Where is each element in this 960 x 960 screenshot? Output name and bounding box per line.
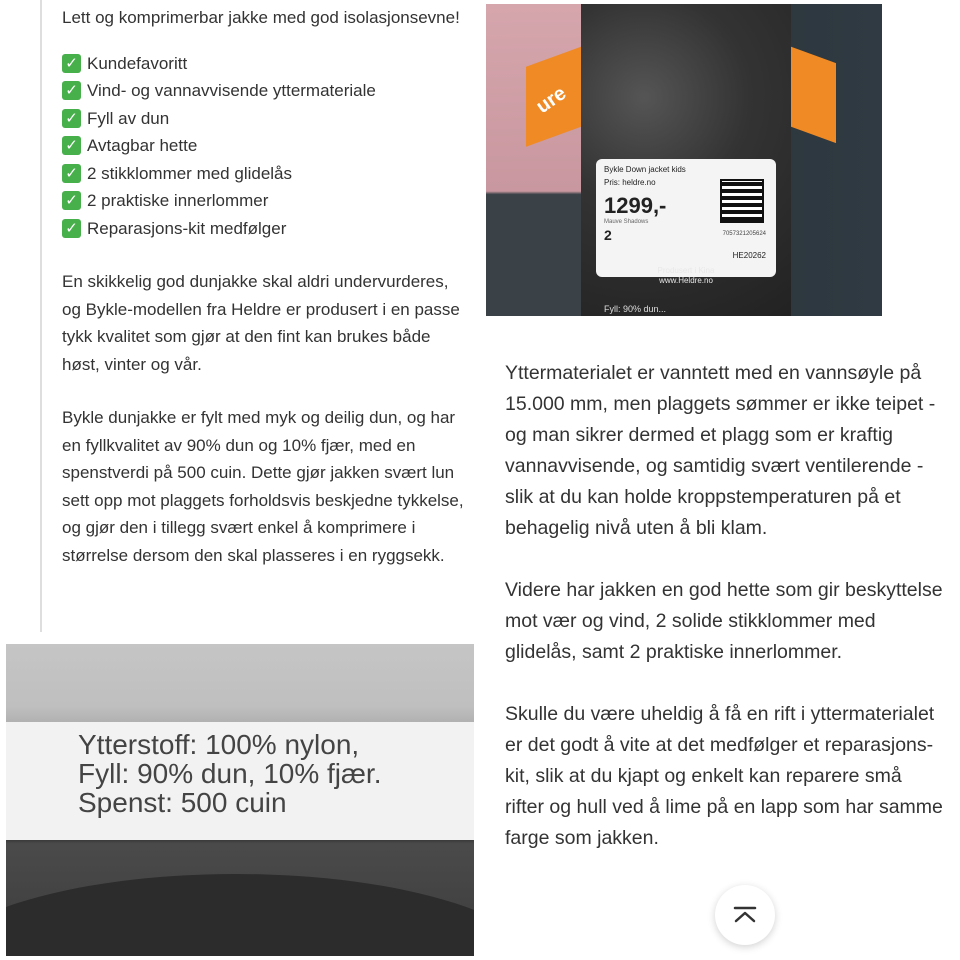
feature-item (62, 160, 470, 188)
qr-code-icon (722, 181, 762, 221)
barcode-number: 7057321205624 (722, 231, 766, 237)
feature-item (62, 50, 470, 78)
scroll-to-top-button[interactable] (715, 885, 775, 945)
check-mark-icon: ✓ (62, 219, 81, 238)
chevron-up-icon (732, 905, 758, 925)
price: 1299,- (604, 193, 667, 218)
product-name: Bykle Down jacket kids (604, 165, 686, 174)
feature-list (62, 50, 470, 243)
article-paragraph: Bykle dunjakke er fylt med myk og deilig dun, og har en fyllkvalitet av 90% dun og 10% fjær, med en spenstverdi på 500 cuin. Dette gjør jakken svært lun sett opp mot plaggets forholdsvis beskjedne tykkelse, og gjør den i tillegg svært enkel å komprimere i størrelse dersom den skal plasseres i en ryggsekk. (62, 408, 464, 565)
produced-text (581, 266, 791, 286)
feature-label: Vind- og vannavvisende yttermateriale (87, 81, 376, 100)
feature-item (62, 132, 470, 160)
feature-item (62, 77, 470, 105)
product-code: HE20262 (732, 251, 766, 260)
hang-tag (581, 4, 791, 316)
feature-label: 2 stikklommer med glidelås (87, 163, 293, 183)
label-line: Spenst: 500 cuin (78, 787, 287, 818)
label-line: Fyll: 90% dun, 10% fjær. (78, 758, 382, 789)
check-mark-icon: ✓ (62, 191, 81, 210)
feature-item (62, 215, 470, 243)
article-paragraph: Videre har jakken en god hette som gir beskyttelse mot vær og vind, 2 solide stikklommer med glidelås, samt 2 praktiske innerlommer. (505, 579, 943, 663)
feature-item (62, 105, 470, 133)
article-paragraph: Yttermaterialet er vanntett med en vannsøyle på 15.000 mm, men plaggets sømmer er ikke teipet - og man sikrer dermed et plagg som er kraftig vannavvisende, og samtidig svært ventilerende - slik at du kan holde kroppstemperaturen på et behagelig nivå uten å bli klam. (505, 362, 936, 539)
fabric-label-photo (6, 644, 474, 956)
feature-label: 2 praktiske innerlommer (87, 191, 269, 210)
brand-partial-text: ure (532, 82, 571, 119)
check-mark-icon: ✓ (62, 136, 81, 155)
orange-tab (786, 45, 836, 143)
price-source: Pris: heldre.no (604, 178, 656, 187)
feature-label: Reparasjons-kit medfølger (87, 218, 287, 238)
photo-caption: Fyll: 90% dun... (604, 304, 667, 314)
feature-item (62, 187, 470, 215)
feature-label: Avtagbar hette (87, 136, 198, 155)
check-mark-icon: ✓ (62, 164, 81, 183)
left-article-column (40, 0, 470, 632)
jacket-fabric (6, 874, 474, 956)
price-tag-photo (486, 4, 882, 316)
label-line: Ytterstoff: 100% nylon, (78, 729, 360, 760)
feature-label: Fyll av dun (87, 108, 170, 128)
color-name: Mauve Shadows (604, 219, 649, 225)
label-text (78, 730, 381, 817)
right-article-column (505, 358, 945, 854)
article-paragraph: Skulle du være uheldig å få en rift i yttermaterialet er det godt å vite at det medfølger et reparasjons-kit, slik at du kjapt og enkelt kan reparere små rifter og hull ved å lime på en lapp som har samme farge som jakken. (505, 703, 943, 849)
article-paragraph: En skikkelig god dunjakke skal aldri undervurderes, og Bykle-modellen fra Heldre er produsert i en passe tykk kvalitet som gjør at den fint kan brukes både høst, vinter og vår. (62, 272, 460, 374)
check-mark-icon: ✓ (62, 81, 81, 100)
website-line: www.Heldre.no (659, 276, 713, 285)
check-mark-icon: ✓ (62, 54, 81, 73)
size: 2 (604, 227, 612, 243)
produced-line: Produsert i Kina (657, 266, 715, 275)
feature-label: Kundefavoritt (87, 53, 188, 73)
intro-text: Lett og komprimerbar jakke med god isolasjonsevne! (62, 8, 460, 27)
check-mark-icon: ✓ (62, 109, 81, 128)
price-label (596, 159, 776, 277)
